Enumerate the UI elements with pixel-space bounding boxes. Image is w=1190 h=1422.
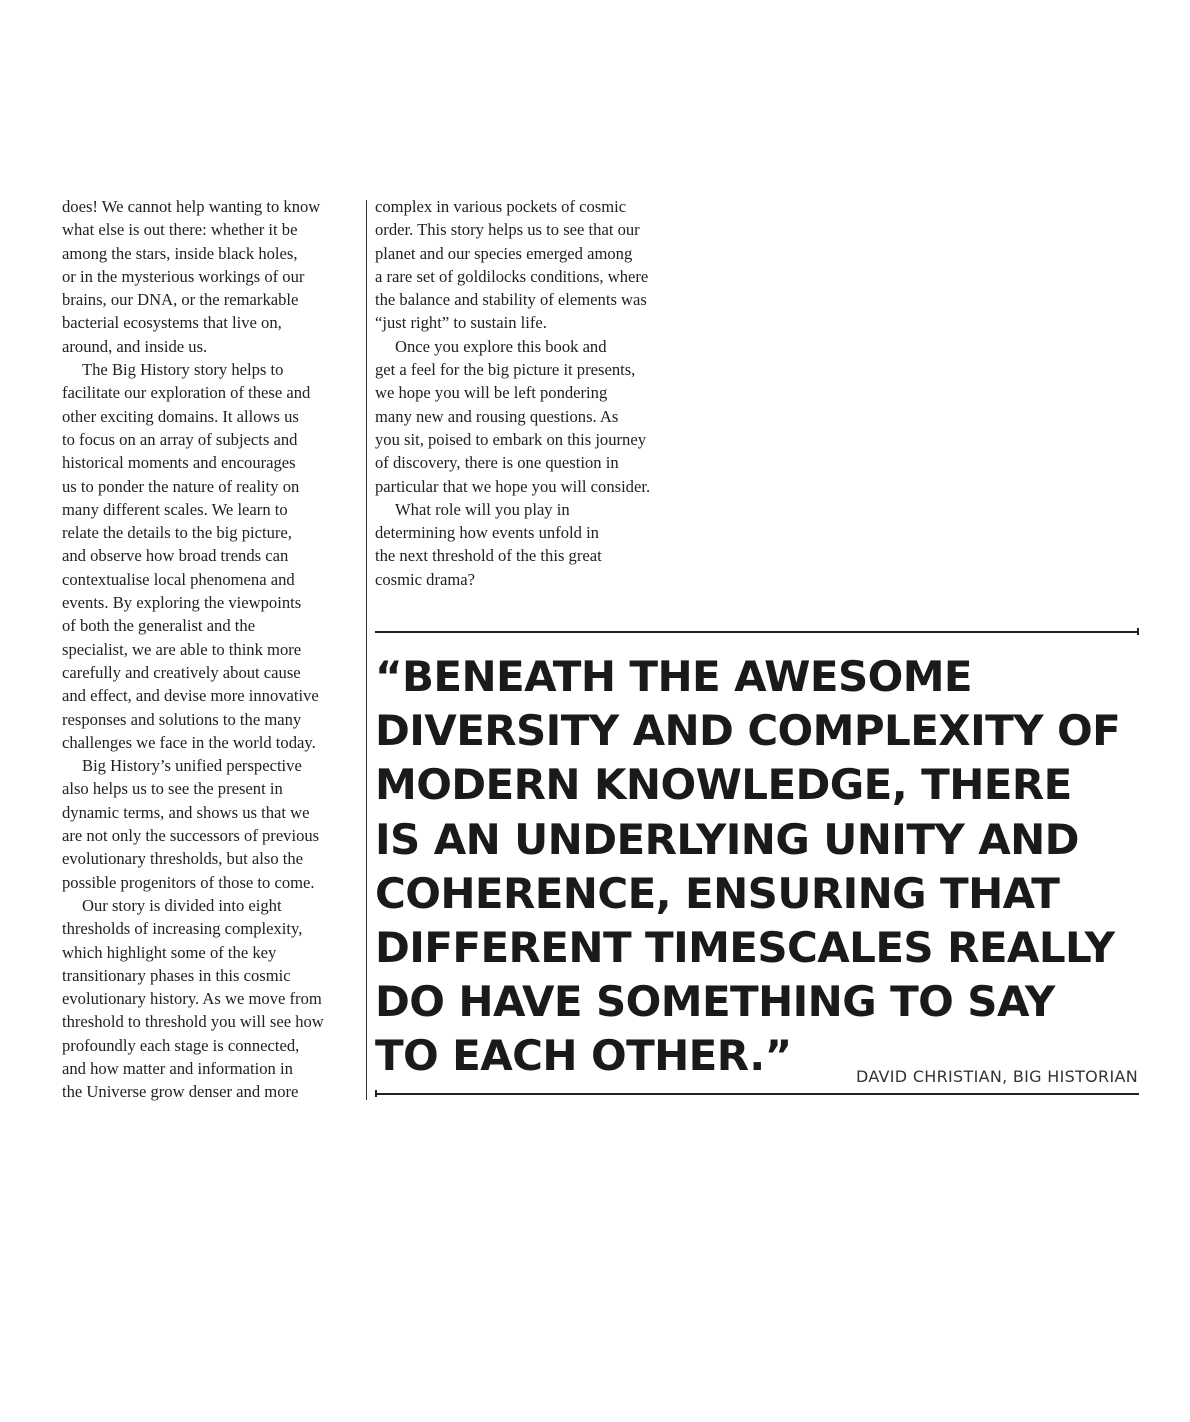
pull-quote-top-rule-tick [1137,628,1139,635]
body-text-line: the next threshold of the this great [375,546,602,566]
body-text-line: or in the mysterious workings of our [62,266,305,286]
body-text-line: does! We cannot help wanting to know [62,197,321,216]
pull-quote-bottom-rule [375,1093,1139,1095]
body-text-line: many different scales. We learn to [62,499,288,519]
body-text-line: dynamic terms, and shows us that we [62,802,310,822]
body-text-line: a rare set of goldilocks conditions, where [375,266,649,286]
body-text-line: cosmic drama? [375,569,475,589]
body-text-line: which highlight some of the key [62,942,277,962]
body-text-line: transitionary phases in this cosmic [62,965,291,985]
body-text-line: and how matter and information in [62,1058,293,1078]
middle-text-column [375,195,675,591]
body-text-line: what else is out there: whether it be [62,220,298,240]
paragraph-start-line: Once you explore this book and [395,336,607,356]
pull-quote-line: DO HAVE SOMETHING TO SAY [375,977,1055,1027]
body-text-line: planet and our species emerged among [375,243,633,263]
pull-quote-line: MODERN KNOWLEDGE, THERE [375,760,1072,810]
body-text-line: and effect, and devise more innovative [62,686,319,706]
column-divider [366,200,367,1100]
body-text-line: facilitate our exploration of these and [62,383,311,403]
body-text-line: contextualise local phenomena and [62,569,295,589]
body-text-line: relate the details to the big picture, [62,523,292,543]
body-text-line: brains, our DNA, or the remarkable [62,290,299,310]
body-text-line: we hope you will be left pondering [375,383,608,403]
body-text-line: threshold to threshold you will see how [62,1012,324,1032]
body-text-line: of both the generalist and the [62,616,256,636]
body-text-line: evolutionary thresholds, but also the [62,849,304,869]
body-text-line: and observe how broad trends can [62,546,289,566]
body-text-line: complex in various pockets of cosmic [375,197,627,216]
body-text-line: around, and inside us. [62,336,208,356]
body-text-line: bacterial ecosystems that live on, [62,313,282,333]
body-text-line: of discovery, there is one question in [375,453,619,473]
body-text-line: among the stars, inside black holes, [62,243,298,263]
body-text-line: possible progenitors of those to come. [62,872,315,892]
pull-quote-line: IS AN UNDERLYING UNITY AND [375,814,1079,864]
pull-quote-attribution: DAVID CHRISTIAN, BIG HISTORIAN [855,1067,1138,1086]
body-text-line: challenges we face in the world today. [62,732,316,752]
body-text-line: you sit, poised to embark on this journey [375,429,647,449]
body-text-line: other exciting domains. It allows us [62,406,299,426]
body-text-line: carefully and creatively about cause [62,662,301,682]
pull-quote [375,650,1155,1084]
pull-quote-line: DIVERSITY AND COMPLEXITY OF [375,706,1121,756]
body-text-line: also helps us to see the present in [62,779,283,799]
body-text-line: the Universe grow denser and more [62,1082,299,1102]
pull-quote-line: “BENEATH THE AWESOME [375,652,973,701]
body-text-line: the balance and stability of elements was [375,290,647,310]
paragraph-start-line: The Big History story helps to [82,360,284,380]
body-text-line: determining how events unfold in [375,523,599,543]
pull-quote-line: COHERENCE, ENSURING THAT [375,868,1060,918]
paragraph-start-line: Our story is divided into eight [82,895,282,915]
body-text-line: order. This story helps us to see that our [375,220,640,240]
paragraph-start-line: What role will you play in [395,499,570,519]
body-text-line: many new and rousing questions. As [375,406,619,426]
body-text-line: specialist, we are able to think more [62,639,302,659]
body-text-line: us to ponder the nature of reality on [62,476,300,496]
body-text-line: to focus on an array of subjects and [62,429,298,449]
pull-quote-bottom-rule-tick [375,1090,377,1097]
body-text-line: particular that we hope you will consider. [375,476,651,496]
body-text-line: profoundly each stage is connected, [62,1035,300,1055]
pull-quote-line: DIFFERENT TIMESCALES REALLY [375,922,1115,972]
body-text-line: responses and solutions to the many [62,709,302,729]
body-text-line: events. By exploring the viewpoints [62,593,302,613]
body-text-line: are not only the successors of previous [62,826,320,846]
body-text-line: evolutionary history. As we move from [62,989,322,1009]
body-text-line: get a feel for the big picture it presents, [375,360,636,380]
pull-quote-top-rule [375,631,1139,633]
body-text-line: “just right” to sustain life. [375,313,547,333]
pull-quote-line: TO EACH OTHER.” [375,1031,792,1081]
paragraph-start-line: Big History’s unified perspective [82,756,302,776]
body-text-line: historical moments and encourages [62,453,296,473]
left-text-column [62,195,352,1104]
body-text-line: thresholds of increasing complexity, [62,919,303,939]
